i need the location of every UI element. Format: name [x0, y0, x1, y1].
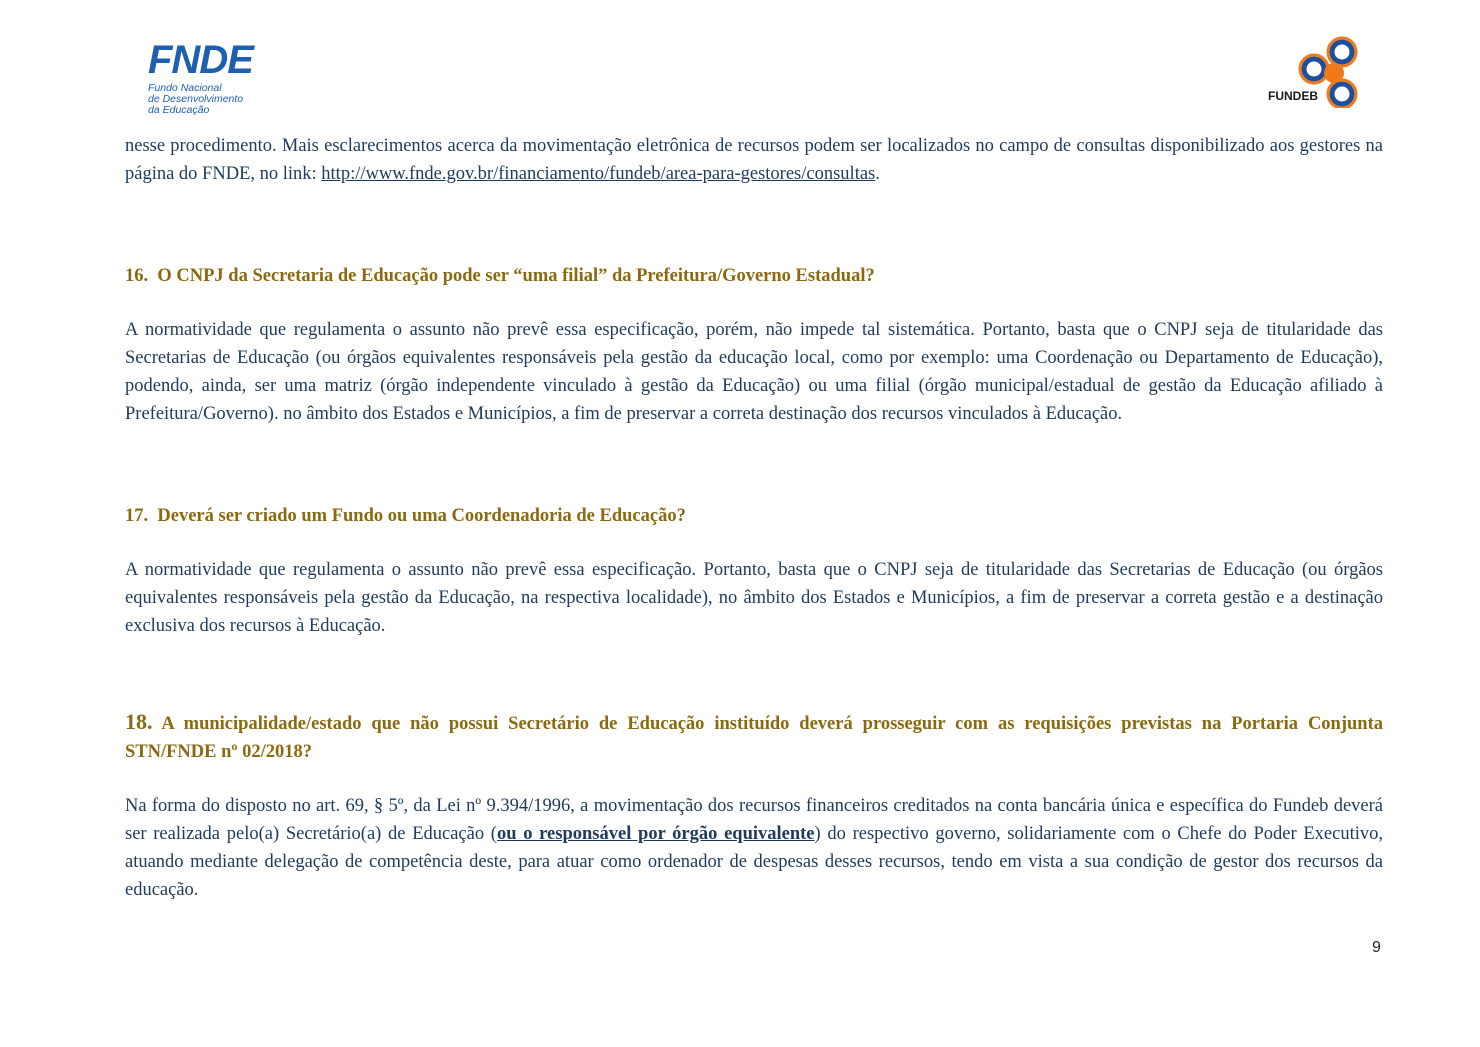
question-16-number: 16.	[125, 266, 149, 286]
fnde-logo-line2: de Desenvolvimento	[148, 93, 244, 105]
fnde-logo-wordmark: FNDE	[148, 38, 253, 82]
intro-end: .	[875, 164, 880, 184]
answer-18-part1: Na forma do disposto no art. 69, § 5º, da Lei nº 9.394/1996, a movimentação dos recursos financeiros creditados na conta bancária única e específica do Fundeb deverá ser realizada pelo(a) Secretário(a) de Educação (	[125, 796, 1383, 844]
answer-18-paragraph	[125, 792, 1383, 904]
answer-18-part2: ) do respectivo governo, solidariamente com o Chefe do Poder Executivo, atuando mediante delegação de competência deste, para atuar como ordenador de despesas desses recursos, tendo em vista a sua condição de gestor dos recursos da educação.	[125, 824, 1383, 900]
question-16-title: O CNPJ da Secretaria de Educação pode ser “uma filial” da Prefeitura/Governo Estadual?	[157, 266, 875, 286]
fnde-logo	[148, 40, 268, 120]
answer-17-paragraph: A normatividade que regulamenta o assunto não prevê essa especificação. Portanto, basta que o CNPJ seja de titularidade das Secretarias de Educação (ou órgãos equivalentes responsáveis pela gestão da Educação, na respectiva localidade), no âmbito dos Estados e Municípios, a fim de preservar a correta gestão e a destinação exclusiva dos recursos à Educação.	[125, 560, 1383, 636]
fnde-logo-line3: da Educação	[148, 104, 210, 116]
question-17-number: 17.	[125, 506, 149, 526]
fundeb-logo-wordmark: FUNDEB	[1268, 89, 1318, 103]
fnde-logo-line1: Fundo Nacional	[148, 82, 222, 94]
intro-paragraph	[125, 132, 1383, 188]
intro-text: nesse procedimento. Mais esclarecimentos acerca da movimentação eletrônica de recursos podem ser localizados no campo de consultas disponibilizado aos gestores na página do FNDE, no link:	[125, 136, 1383, 184]
question-18-number: 18.	[125, 709, 153, 734]
page-number: 9	[1372, 939, 1381, 956]
question-18-heading	[125, 708, 1383, 766]
fundeb-logo	[1268, 36, 1368, 110]
answer-16-paragraph: A normatividade que regulamenta o assunto não prevê essa especificação, porém, não impede tal sistemática. Portanto, basta que o CNPJ seja de titularidade das Secretarias de Educação (ou órgãos equivalentes responsáveis pela gestão da educação local, como por exemplo: uma Coordenação ou Departamento de Educação), podendo, ainda, ser uma matriz (órgão independente vinculado à gestão da Educação) ou uma filial (órgão municipal/estadual de gestão da Educação afiliado à Prefeitura/Governo). no âmbito dos Estados e Municípios, a fim de preservar a correta destinação dos recursos vinculados à Educação.	[125, 320, 1383, 424]
question-18-title: A municipalidade/estado que não possui Secretário de Educação instituído deverá prosseguir com as requisições previstas na Portaria Conjunta STN/FNDE nº 02/2018?	[125, 714, 1383, 762]
consultas-link[interactable]: http://www.fnde.gov.br/financiamento/fundeb/area-para-gestores/consultas	[321, 164, 876, 184]
fnde-logo-subtitle	[148, 83, 268, 116]
question-17-title: Deverá ser criado um Fundo ou uma Coordenadoria de Educação?	[157, 506, 686, 526]
question-17-heading	[125, 502, 1383, 530]
answer-18-emphasis: ou o responsável por órgão equivalente	[496, 824, 815, 844]
question-16-heading	[125, 262, 1383, 290]
document-body	[125, 132, 1383, 904]
